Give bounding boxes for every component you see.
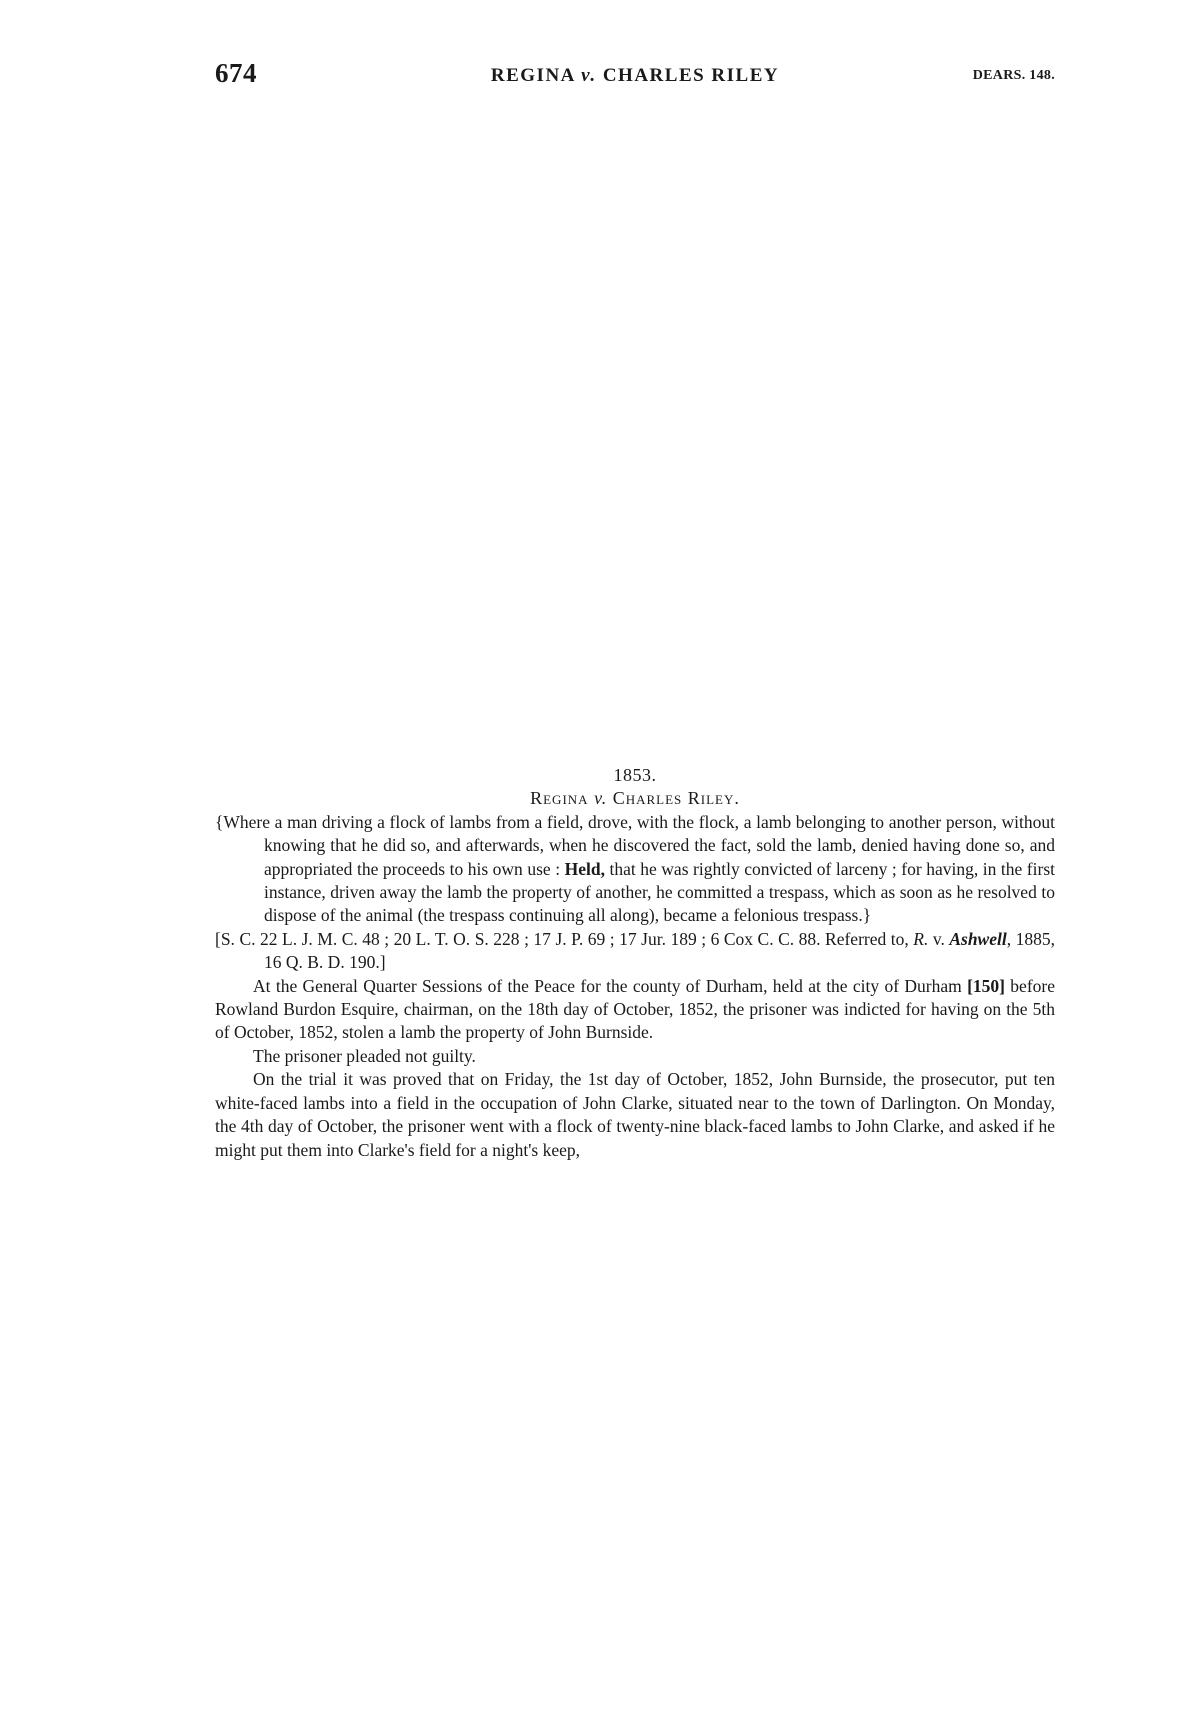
report-reference: DEARS. 148. bbox=[972, 68, 1055, 83]
citations-r: R. bbox=[913, 928, 929, 949]
case-title-v: v. bbox=[594, 788, 608, 809]
running-title-v: v. bbox=[581, 65, 597, 86]
case-title bbox=[215, 787, 1055, 810]
running-title-pre: REGINA bbox=[490, 65, 582, 86]
citations-text-b: , 1885, 16 Q. B. D. 190.] bbox=[264, 928, 1055, 973]
paragraph-3: On the trial it was proved that on Friday, the 1st day of October, 1852, John Burnside, the prosecutor, put ten white-faced lambs into a field in the occupation of John Clarke, situated near to the town of Darlington. On Monday, the 4th day of October, the prisoner went with a flock of twenty-nine black-faced lambs to John Clarke, and asked if he might put them into Clarke's field for a night's keep, bbox=[215, 1069, 1055, 1160]
running-title-post: CHARLES RILEY bbox=[596, 65, 780, 86]
running-title bbox=[215, 65, 1055, 87]
page-number: 674 bbox=[215, 58, 257, 88]
headnote-text-b: that he was rightly convicted of larceny ; for having, in the first instance, driven away the lamb the property of another, he committed a trespass, which as soon as he resolved to dispose of the animal (the trespass continuing all along), became a felonious trespass.} bbox=[264, 858, 1055, 926]
citations-text-a: [S. C. 22 L. J. M. C. 48 ; 20 L. T. O. S. 228 ; 17 J. P. 69 ; 17 Jur. 189 ; 6 Cox C. C. 88. Referred to, bbox=[215, 928, 914, 949]
page-content bbox=[215, 764, 1055, 1162]
citations-case-name: Ashwell bbox=[949, 928, 1007, 949]
case-title-pre: Regina bbox=[530, 788, 595, 809]
paragraph-1 bbox=[215, 975, 1055, 1045]
citations bbox=[215, 928, 1055, 975]
citations-v: v. bbox=[928, 928, 950, 949]
paragraph-2: The prisoner pleaded not guilty. bbox=[253, 1045, 476, 1066]
headnote-text-a: {Where a man driving a flock of lambs from a field, drove, with the flock, a lamb belonging to another person, without knowing that he did so, and afterwards, when he discovered the fact, sold the lamb, denied having done so, and appropriated the proceeds to his own use : bbox=[215, 811, 1055, 879]
paragraph-1-text-a: At the General Quarter Sessions of the Peace for the county of Durham, held at the city of Durham bbox=[253, 975, 968, 996]
case-title-post: Charles Riley. bbox=[607, 788, 740, 809]
page-marker: [150] bbox=[967, 975, 1005, 996]
headnote bbox=[215, 811, 1055, 928]
running-head bbox=[215, 58, 1055, 94]
headnote-held: Held, bbox=[564, 858, 605, 879]
paragraph-1-text-b: before Rowland Burdon Esquire, chairman, on the 18th day of October, 1852, the prisoner was indicted for having on the 5th of October, 1852, stolen a lamb the property of John Burnside. bbox=[215, 975, 1055, 1043]
case-year: 1853. bbox=[613, 765, 657, 785]
